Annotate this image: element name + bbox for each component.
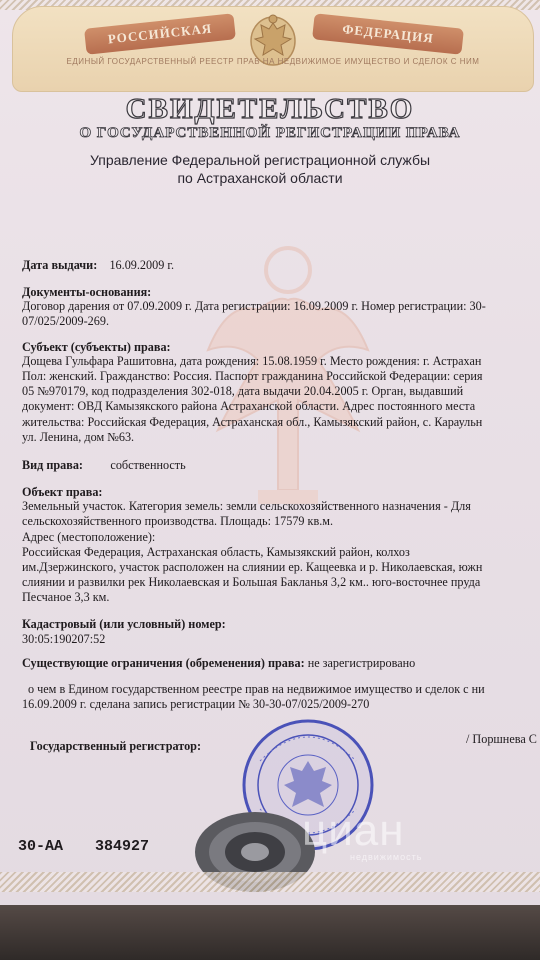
registry-line: 16.09.2009 г. сделана запись регистрации № 30-30-07/025/2009-270: [22, 697, 370, 711]
object-line: Песчаное 3,3 км.: [22, 590, 110, 604]
registry-line: о чем в Едином государственном реестре прав на недвижимое имущество и сделок с ни: [28, 682, 485, 696]
subject-line: Дощева Гульфара Рашитовна, дата рождения: 15.08.1959 г. Место рождения: г. Астрахан: [22, 354, 482, 368]
registry-banner-line: ЕДИНЫЙ ГОСУДАРСТВЕННЫЙ РЕЕСТР ПРАВ НА НЕДВИЖИМОЕ ИМУЩЕСТВО И СДЕЛОК С НИМ: [66, 57, 480, 66]
registrar-name: / Поршнева С: [466, 732, 537, 746]
ribbon-left: РОССИЙСКАЯ: [84, 13, 236, 55]
issue-date-label: Дата выдачи:: [22, 258, 98, 272]
subject-line: документ: ОВД Камызякского района Астраханской области. Адрес постоянного места: [22, 399, 476, 413]
issuing-authority-line-2: по Астраханской области: [177, 170, 343, 186]
cian-watermark-logo: циан: [302, 806, 405, 855]
restrictions-label: Существующие ограничения (обременения) права:: [22, 656, 305, 670]
cadastral-number: 30:05:190207:52: [22, 632, 106, 646]
ribbon-right: ФЕДЕРАЦИЯ: [312, 13, 464, 55]
serial-series: 30-АА: [18, 838, 64, 855]
object-line: Адрес (местоположение):: [22, 530, 156, 544]
background-surface: [0, 905, 540, 960]
right-type-label: Вид права:: [22, 458, 83, 472]
subject-line: Пол: женский. Гражданство: Россия. Паспорт гражданина Российской Федерации: серия: [22, 369, 483, 383]
cian-watermark-subtitle: недвижимость: [350, 852, 423, 862]
object-line: Российская Федерация, Астраханская область, Камызякский район, колхоз: [22, 545, 410, 559]
subject-line: 05 №970179, код подразделения 302-018, дата выдачи 20.04.2005 г. Орган, выдавший: [22, 384, 464, 398]
object-line: им.Дзержинского, участок расположен на слиянии ер. Кащеевка и р. Николаевская, южн: [22, 560, 483, 574]
issue-date-value: 16.09.2009 г.: [109, 258, 175, 272]
object-line: сельскохозяйственного производства. Площадь: 17579 кв.м.: [22, 514, 334, 528]
subject-line: ул. Ленина, дом №63.: [22, 430, 135, 444]
header-banner: [12, 6, 534, 92]
serial-number: 384927: [95, 838, 150, 855]
right-type-value: собственность: [110, 458, 186, 472]
right-type-row: [22, 458, 186, 473]
basis-label: Документы-основания:: [22, 285, 152, 299]
issuing-authority-line-1: Управление Федеральной регистрационной службы: [89, 152, 431, 168]
restrictions-value: не зарегистрировано: [307, 656, 416, 670]
subject-line: жительства: Российская Федерация, Астраханская обл., Камызякский район, с. Караульн: [22, 415, 483, 429]
issue-date-row: [22, 258, 174, 273]
restrictions-row: [22, 656, 415, 671]
cadastral-label: Кадастровый (или условный) номер:: [22, 617, 226, 631]
document-subtitle: О ГОСУДАРСТВЕННОЙ РЕГИСТРАЦИИ ПРАВА: [79, 125, 461, 141]
object-label: Объект права:: [22, 485, 103, 499]
subject-label: Субъект (субъекты) права:: [22, 340, 171, 354]
basis-line: Договор дарения от 07.09.2009 г. Дата регистрации: 16.09.2009 г. Номер регистрации: 30-: [22, 299, 486, 313]
basis-line: 07/025/2009-269.: [22, 314, 110, 328]
registrar-label: Государственный регистратор:: [30, 739, 202, 753]
document-title: СВИДЕТЕЛЬСТВО: [125, 93, 415, 125]
object-line: Земельный участок. Категория земель: земли сельскохозяйственного назначения - Для: [22, 499, 471, 513]
bottom-guilloche-border: [0, 872, 540, 892]
object-line: слиянии и развилки рек Николаевская и Большая Бакланья 3,2 км.. юго-восточнее пруда: [22, 575, 481, 589]
